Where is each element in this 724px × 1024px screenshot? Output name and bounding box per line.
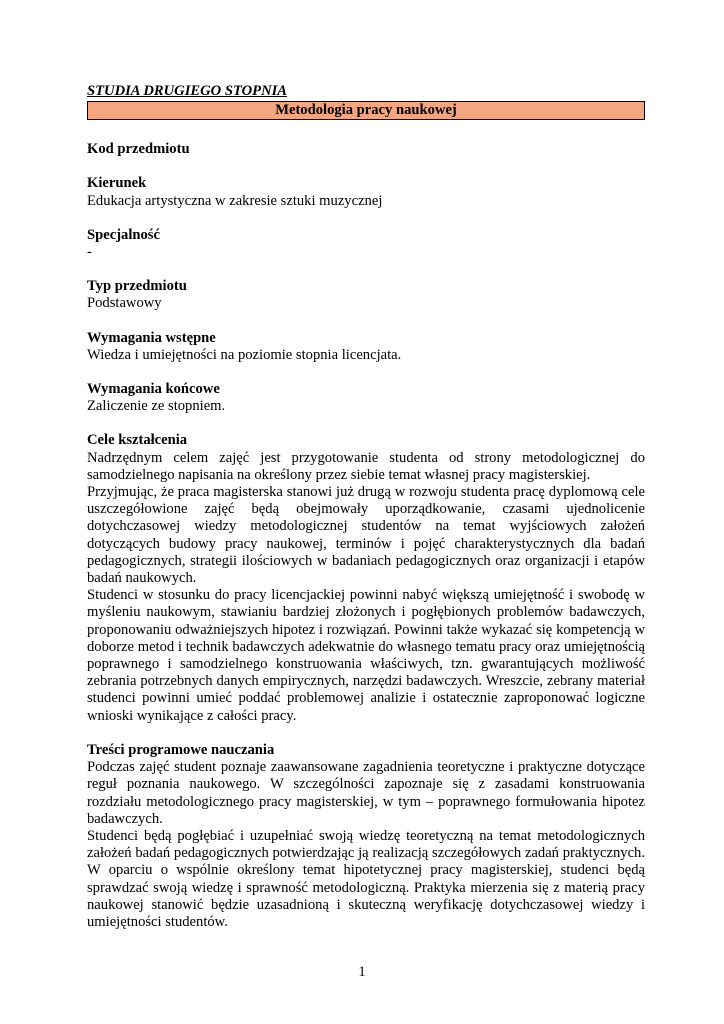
section-wymagania-wstepne bbox=[87, 330, 645, 364]
section-heading: Wymagania końcowe bbox=[87, 381, 220, 398]
section-value: Podstawowy bbox=[87, 295, 162, 312]
section-heading: Wymagania wstępne bbox=[87, 329, 216, 346]
paragraph: Studenci będą pogłębiać i uzupełniać swoją wiedzę teoretyczną na temat metodologicznych założeń badań pedagogicznych potwierdzając ją realizacją szczegółowych zadań praktycznych. W oparciu o wspólnie określony temat hipotetycznej pracy magisterskiej, studenci będą sprawdzać swoją wiedzę i sprawność metodologiczną. Praktyka mierzenia się z materią pracy naukowej stanowić będzie uzasadnioną i skuteczną weryfikację dotychczasowej wiedzy i umiejętności studentów. bbox=[87, 827, 645, 930]
section-value: Edukacja artystyczna w zakresie sztuki muzycznej bbox=[87, 192, 383, 209]
section-kod bbox=[87, 141, 645, 158]
section-value: Zaliczenie ze stopniem. bbox=[87, 398, 226, 415]
section-value: - bbox=[87, 244, 92, 261]
paragraph: Przyjmując, że praca magisterska stanowi już drugą w rozwoju studenta pracę dyplomową cele uszczegółowione zajęć będą obejmowały uporządkowanie, czasami ujednolicenie dotychczasowej wiedzy metodologicznej studentów na temat wyjściowych założeń dotyczących budowy pracy naukowej, terminów i pojęć charakterystycznych dla badań pedagogicznych, strategii ilościowych w badaniach pedagogicznych oraz organizacji i etapów badań naukowych. bbox=[87, 484, 645, 587]
paragraph: Podczas zajęć student poznaje zaawansowane zagadnienia teoretyczne i praktyczne dotyczące reguł poznania naukowego. W szczególności zapoznaje się z zasadami konstruowania rozdziału metodologicznego pracy magisterskiej, w tym – poprawnego formułowania hipotez badawczych. bbox=[87, 759, 645, 827]
section-typ bbox=[87, 278, 645, 312]
section-cele bbox=[87, 432, 645, 724]
section-heading: Kierunek bbox=[87, 175, 147, 192]
section-heading: Specjalność bbox=[87, 226, 160, 243]
section-kierunek bbox=[87, 175, 645, 209]
paragraph: Nadrzędnym celem zajęć jest przygotowanie studenta od strony metodologicznej do samodzielnego napisania na określony przez siebie temat własnej pracy magisterskiej. bbox=[87, 449, 645, 483]
section-heading: Treści programowe nauczania bbox=[87, 741, 275, 758]
section-heading: Typ przedmiotu bbox=[87, 278, 187, 295]
section-wymagania-koncowe bbox=[87, 381, 645, 415]
document-page bbox=[87, 83, 645, 931]
section-tresci bbox=[87, 742, 645, 931]
section-value: Wiedza i umiejętności na poziomie stopnia licencjata. bbox=[87, 346, 402, 363]
paragraph: Studenci w stosunku do pracy licencjackiej powinni nabyć większą umiejętność i swobodę w myśleniu naukowym, stawianiu bardziej złożonych i pogłębionych problemów badawczych, proponowaniu odważniejszych hipotez i rozwiązań. Powinni także wykazać się kompetencją w doborze metod i technik badawczych adekwatnie do własnego tematu pracy oraz umiejętnością poprawnego i samodzielnego konstruowania właściwych, tzn. gwarantujących możliwość zebrania potrzebnych danych empirycznych, narzędzi badawczych. Wreszcie, zebrany materiał studenci powinni umieć poddać problemowej analizie i ostatecznie zaproponować logiczne wnioski wynikające z całości pracy. bbox=[87, 587, 645, 724]
page-number: 1 bbox=[358, 964, 366, 980]
subject-title-bar: Metodologia pracy naukowej bbox=[87, 101, 645, 120]
study-level-title: STUDIA DRUGIEGO STOPNIA bbox=[87, 83, 288, 99]
section-heading: Kod przedmiotu bbox=[87, 141, 190, 158]
section-heading: Cele kształcenia bbox=[87, 432, 188, 449]
section-specjalnosc bbox=[87, 227, 645, 261]
